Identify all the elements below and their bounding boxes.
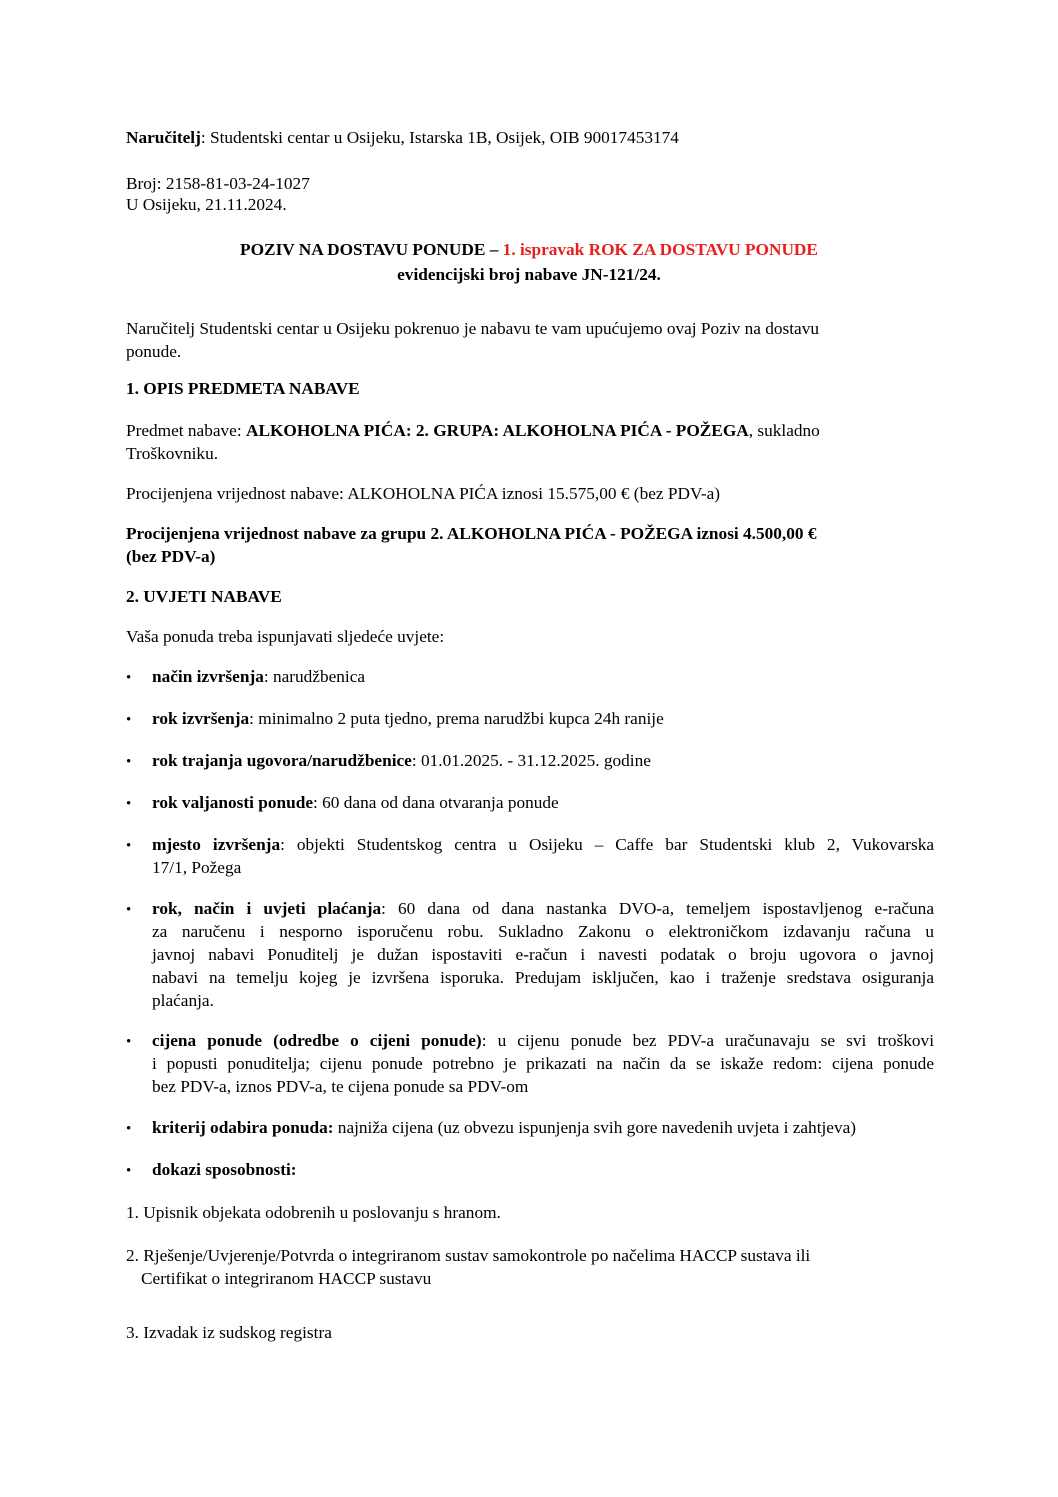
bullet-icon: • [126,670,132,686]
numbered-item: 1. Upisnik objekata odobrenih u poslovanju s hranom. [126,1203,501,1222]
item-label: dokazi sposobnosti: [152,1160,297,1179]
estimated-value: Procijenjena vrijednost nabave: ALKOHOLNA PIĆA iznosi 15.575,00 € (bez PDV-a) [126,484,721,503]
item-continuation: nabavi na temelju kojeg je izvršena isporuka. Predujam isključen, kao i traženje sredstava osiguranja [152,968,934,987]
item-label: cijena ponude (odredbe o cijeni ponude) [152,1031,482,1050]
subject-prefix: Predmet nabave: [126,421,246,440]
item-label: mjesto izvršenja [152,835,281,854]
item-text: : 60 dana od dana otvaranja ponude [313,793,559,812]
narucitelj-line [126,127,679,149]
list-item [152,1117,856,1139]
numbered-item-continuation: Certifikat o integriranom HACCP sustavu [141,1269,432,1288]
reference-number: Broj: 2158-81-03-24-1027 [126,174,310,193]
list-item [152,792,559,814]
group-estimated-value-1: Procijenjena vrijednost nabave za grupu 2. ALKOHOLNA PIĆA - POŽEGA iznosi 4.500,00 € [126,524,817,543]
item-label: rok izvršenja [152,709,250,728]
item-continuation: i popusti ponuditelja; cijenu ponude potrebno je prikazati na način da se iskaže redom: cijena ponude [152,1054,934,1073]
bullet-icon: • [126,902,132,918]
subject-line [126,420,820,442]
item-text: : narudžbenica [263,667,366,686]
procurement-number: evidencijski broj nabave JN-121/24. [397,265,661,284]
item-continuation: bez PDV-a, iznos PDV-a, te cijena ponude sa PDV-om [152,1077,529,1096]
subject-line-2: Troškovniku. [126,444,219,463]
item-label: rok, način i uvjeti plaćanja [152,899,382,918]
item-continuation: 17/1, Požega [152,858,242,877]
intro-line-1: Naručitelj Studentski centar u Osijeku pokrenuo je nabavu te vam upućujemo ovaj Poziv na dostavu [126,319,819,338]
bullet-icon: • [126,1121,132,1137]
item-label: način izvršenja [152,667,264,686]
bullet-icon: • [126,796,132,812]
bullet-icon: • [126,1034,132,1050]
bullet-icon: • [126,754,132,770]
group-estimated-value-2: (bez PDV-a) [126,547,216,566]
item-text: : minimalno 2 puta tjedno, prema narudžbi kupca 24h ranije [249,709,664,728]
narucitelj-label: Naručitelj [126,128,201,147]
bullet-icon: • [126,1163,132,1179]
item-text: : 60 dana od dana nastanka DVO-a, temeljem ispostavljenog e-računa [381,899,934,918]
subject-suffix: , sukladno [748,421,820,440]
title-main: POZIV NA DOSTAVU PONUDE – [240,240,503,259]
item-text: : objekti Studentskog centra u Osijeku – Caffe bar Studentski klub 2, Vukovarska [280,835,935,854]
intro-line-2: ponude. [126,342,182,361]
item-continuation: za naručenu i nesporno isporučenu robu. Sukladno Zakonu o elektroničkom izdavanju računa u [152,922,934,941]
list-item [152,898,934,920]
item-continuation: javnoj nabavi Ponuditelj je dužan ispostaviti e-račun i navesti podatak o broju ugovora o javnoj [152,945,934,964]
numbered-item: 2. Rješenje/Uvjerenje/Potvrda o integriranom sustav samokontrole po načelima HACCP sustava ili [126,1246,811,1265]
item-label: rok trajanja ugovora/narudžbenice [152,751,412,770]
bullet-icon: • [126,838,132,854]
numbered-item: 3. Izvadak iz sudskog registra [126,1323,332,1342]
item-text: : u cijenu ponude bez PDV-a uračunavaju se svi troškovi [481,1031,935,1050]
item-text: : 01.01.2025. - 31.12.2025. godine [411,751,651,770]
title-correction: 1. ispravak ROK ZA DOSTAVU PONUDE [502,240,818,259]
section-1-heading: 1. OPIS PREDMETA NABAVE [126,379,360,398]
conditions-lead: Vaša ponuda treba ispunjavati sljedeće uvjete: [126,627,445,646]
subject-bold: ALKOHOLNA PIĆA: 2. GRUPA: ALKOHOLNA PIĆA - POŽEGA [245,421,749,440]
list-item [152,1030,934,1052]
item-label: rok valjanosti ponude [152,793,314,812]
list-item [152,834,934,856]
item-continuation: plaćanja. [152,991,214,1010]
list-item [152,1159,297,1181]
item-label: kriterij odabira ponuda: [152,1118,334,1137]
narucitelj-value: : Studentski centar u Osijeku, Istarska 1B, Osijek, OIB 90017453174 [200,128,679,147]
list-item [152,708,664,730]
item-text: najniža cijena (uz obvezu ispunjenja svih gore navedenih uvjeta i zahtjeva) [333,1118,857,1137]
document-title [0,239,1058,261]
list-item [152,750,651,772]
section-2-heading: 2. UVJETI NABAVE [126,587,282,606]
list-item [152,666,365,688]
bullet-icon: • [126,712,132,728]
place-date: U Osijeku, 21.11.2024. [126,195,287,214]
